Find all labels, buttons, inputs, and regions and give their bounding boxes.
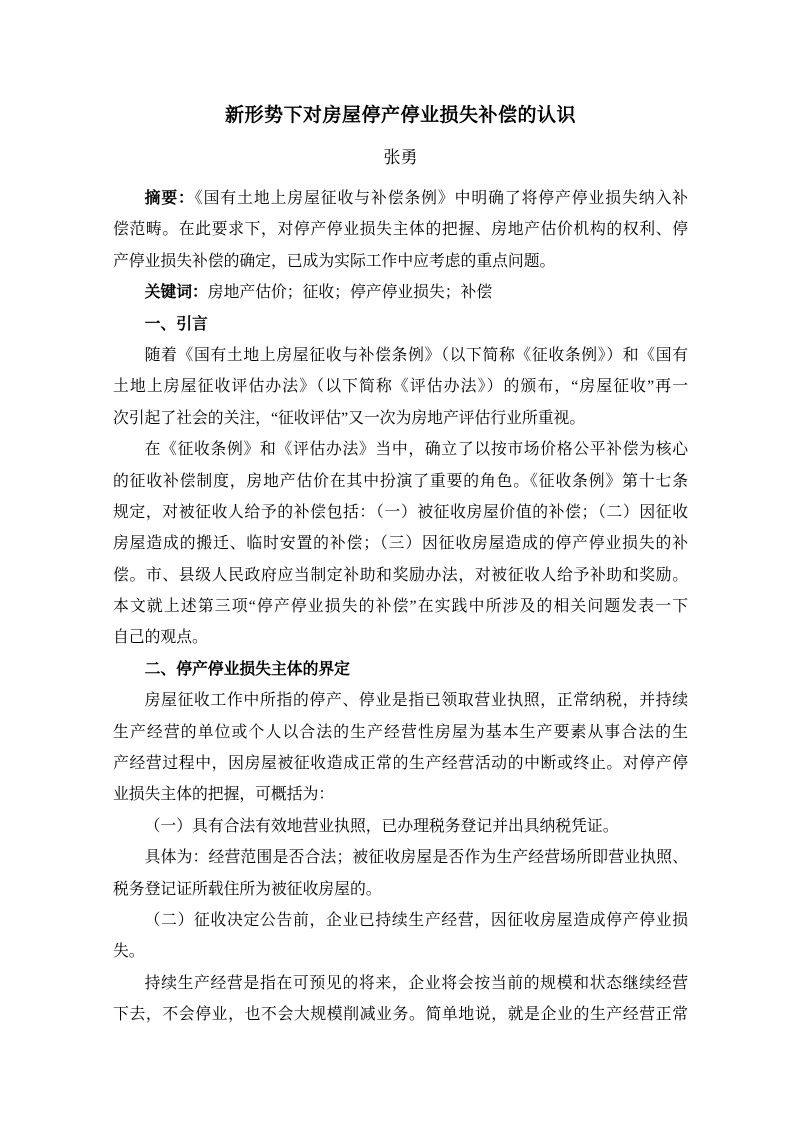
text-line bbox=[113, 246, 688, 277]
line-text: 一、引言 bbox=[144, 315, 208, 333]
line-text: 下去，不会停业，也不会大规模削减业务。简单地说，就是企业的生产经营正常 bbox=[113, 1006, 688, 1024]
text-line bbox=[113, 277, 688, 308]
text-line bbox=[113, 622, 688, 653]
document-body bbox=[113, 183, 688, 1031]
text-line bbox=[113, 371, 688, 402]
line-prefix: 关键词： bbox=[144, 284, 208, 302]
line-text: 房地产估价；征收；停产停业损失；补偿 bbox=[207, 284, 493, 302]
text-line bbox=[113, 528, 688, 559]
line-text: 房屋征收工作中所指的停产、停业是指已领取营业执照，正常纳税，并持续 bbox=[144, 692, 688, 710]
line-text: 次引起了社会的关注，“征收评估”又一次为房地产评估行业所重视。 bbox=[113, 409, 586, 427]
line-text: 偿范畴。在此要求下，对停产停业损失主体的把握、房地产估价机构的权利、停 bbox=[113, 221, 688, 239]
text-line bbox=[113, 874, 688, 905]
document-content bbox=[113, 0, 688, 1031]
text-line bbox=[113, 654, 688, 685]
line-text: 具体为：经营范围是否合法；被征收房屋是否作为生产经营场所即营业执照、 bbox=[144, 849, 688, 867]
line-text: 业损失主体的把握，可概括为： bbox=[113, 786, 335, 804]
document-title: 新形势下对房屋停产停业损失补偿的认识 bbox=[224, 105, 576, 126]
text-line bbox=[113, 968, 688, 999]
text-line bbox=[113, 591, 688, 622]
line-text: 在《征收条例》和《评估办法》当中，确立了以按市场价格公平补偿为核心 bbox=[144, 441, 688, 459]
line-text: 税务登记证所载住所为被征收房屋的。 bbox=[113, 880, 382, 898]
text-line bbox=[113, 748, 688, 779]
text-line bbox=[113, 842, 688, 873]
text-line bbox=[113, 779, 688, 810]
text-line bbox=[113, 183, 688, 214]
text-line bbox=[113, 340, 688, 371]
line-text: 生产经营的单位或个人以合法的生产经营性房屋为基本生产要素从事合法的生 bbox=[113, 723, 688, 741]
line-text: 失。 bbox=[113, 943, 145, 961]
text-line bbox=[113, 936, 688, 967]
document-author: 张勇 bbox=[383, 148, 418, 167]
text-line bbox=[113, 717, 688, 748]
text-line bbox=[113, 685, 688, 716]
text-line bbox=[113, 214, 688, 245]
text-line bbox=[113, 403, 688, 434]
line-text: 产经营过程中，因房屋被征收造成正常的生产经营活动的中断或终止。对停产停 bbox=[113, 755, 688, 773]
text-line bbox=[113, 999, 688, 1030]
text-line bbox=[113, 497, 688, 528]
text-line bbox=[113, 560, 688, 591]
line-text: 规定，对被征收人给予的补偿包括：（一）被征收房屋价值的补偿；（二）因征收 bbox=[113, 503, 688, 521]
line-text: 偿。市、县级人民政府应当制定补助和奖励办法，对被征收人给予补助和奖励。 bbox=[113, 566, 688, 584]
line-text: 的征收补偿制度，房地产估价在其中扮演了重要的角色。《征收条例》第十七条 bbox=[113, 472, 688, 490]
line-prefix: 摘要： bbox=[144, 190, 195, 207]
line-text: 本文就上述第三项“停产停业损失的补偿”在实践中所涉及的相关问题发表一下 bbox=[113, 598, 688, 616]
line-text: 自己的观点。 bbox=[113, 629, 208, 647]
text-line bbox=[113, 309, 688, 340]
text-line bbox=[113, 905, 688, 936]
text-line bbox=[113, 434, 688, 465]
line-text: 二、停产停业损失主体的界定 bbox=[144, 660, 350, 678]
line-text: 土地上房屋征收评估办法》（以下简称《评估办法》）的颁布，“房屋征收”再一 bbox=[113, 378, 688, 396]
text-line bbox=[113, 466, 688, 497]
line-text: （二）征收决定公告前，企业已持续生产经营，因征收房屋造成停产停业损 bbox=[144, 911, 688, 929]
line-text: 《国有土地上房屋征收与补偿条例》中明确了将停产停业损失纳入补 bbox=[194, 190, 688, 207]
line-text: 持续生产经营是指在可预见的将来，企业将会按当前的规模和状态继续经营 bbox=[144, 974, 688, 992]
line-text: （一）具有合法有效地营业执照，已办理税务登记并出具纳税凭证。 bbox=[144, 817, 619, 835]
line-text: 随着《国有土地上房屋征收与补偿条例》（以下简称《征收条例》）和《国有 bbox=[144, 346, 688, 364]
text-line bbox=[113, 811, 688, 842]
line-text: 产停业损失补偿的确定，已成为实际工作中应考虑的重点问题。 bbox=[113, 252, 556, 270]
line-text: 房屋造成的搬迁、临时安置的补偿；（三）因征收房屋造成的停产停业损失的补 bbox=[113, 535, 688, 553]
